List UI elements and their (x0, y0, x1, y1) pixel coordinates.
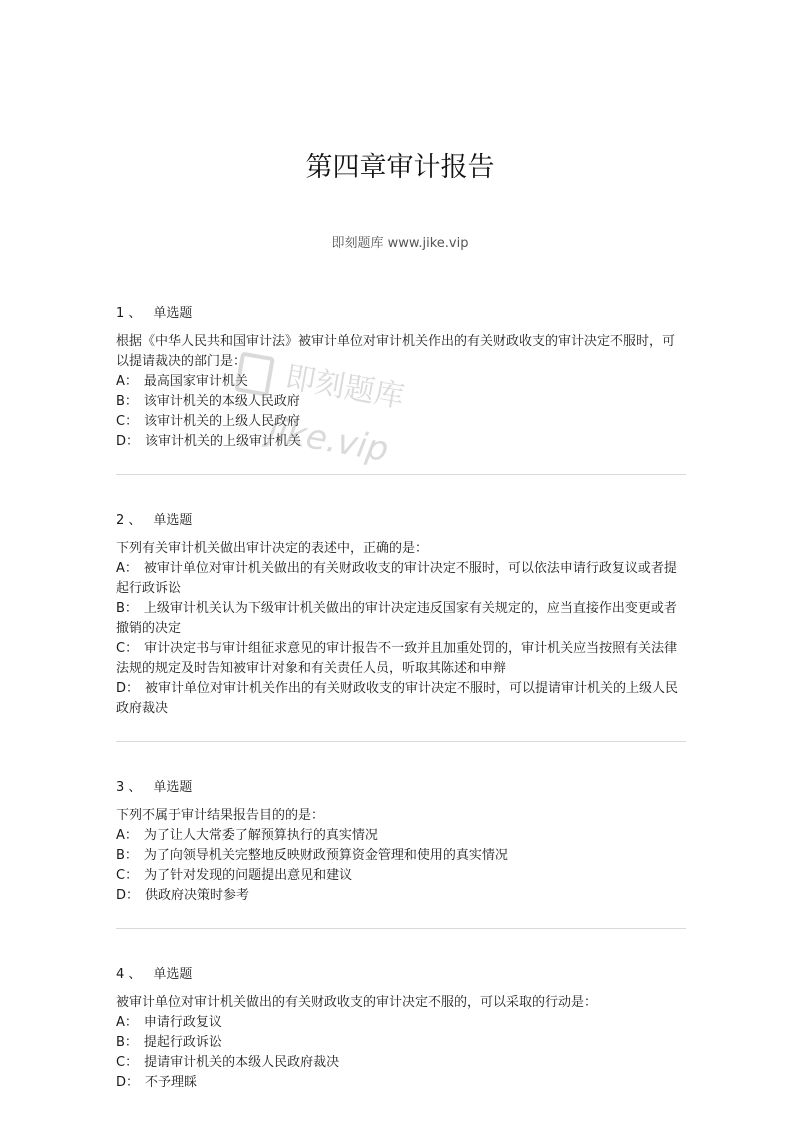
page-title: 第四章审计报告 (305, 152, 495, 183)
divider (116, 741, 686, 742)
question-stem: 下列不属于审计结果报告目的的是： (116, 808, 325, 823)
option-letter: B： (116, 848, 138, 863)
option-letter: A： (116, 828, 138, 843)
option-letter: B： (116, 1035, 138, 1050)
option-b[interactable] (116, 846, 686, 866)
option-letter: C： (116, 1055, 139, 1070)
option-letter: D： (116, 888, 140, 903)
option-text: 申请行政复议 (143, 1015, 222, 1030)
option-b[interactable] (116, 599, 686, 639)
option-letter: D： (116, 434, 140, 449)
question-4 (116, 965, 686, 1093)
question-1 (116, 304, 686, 452)
question-number: 3 、 (116, 780, 142, 795)
question-type: 单选题 (153, 780, 193, 795)
option-a[interactable] (116, 372, 686, 392)
option-d[interactable] (116, 432, 686, 452)
option-text: 为了让人大常委了解预算执行的真实情况 (143, 828, 378, 843)
question-type: 单选题 (153, 967, 193, 982)
watermark-brand: 即刻题库 (282, 359, 407, 416)
question-stem: 下列有关审计机关做出审计决定的表述中，正确的是： (116, 541, 429, 556)
option-d[interactable] (116, 886, 686, 906)
question-type: 单选题 (153, 306, 193, 321)
option-letter: B： (116, 601, 138, 616)
question-number: 1 、 (116, 306, 142, 321)
divider (116, 928, 686, 929)
option-d[interactable] (116, 679, 686, 719)
option-text: 提起行政诉讼 (143, 1035, 222, 1050)
question-header (116, 965, 686, 985)
option-a[interactable] (116, 1013, 686, 1033)
question-stem: 根据《中华人民共和国审计法》被审计单位对审计机关作出的有关财政收支的审计决定不服时，可以提请裁决的部门是： (116, 334, 676, 369)
option-letter: A： (116, 561, 138, 576)
option-a[interactable] (116, 559, 686, 599)
question-number: 2 、 (116, 513, 142, 528)
question-2 (116, 511, 686, 719)
option-text: 为了针对发现的问题提出意见和建议 (144, 868, 353, 883)
option-text: 该审计机关的上级审计机关 (145, 434, 302, 449)
option-a[interactable] (116, 826, 686, 846)
question-stem: 被审计单位对审计机关做出的有关财政收支的审计决定不服的，可以采取的行动是： (116, 995, 598, 1010)
question-header (116, 304, 686, 324)
question-number: 4 、 (116, 967, 142, 982)
option-c[interactable] (116, 412, 686, 432)
option-text: 该审计机关的上级人民政府 (144, 414, 301, 429)
option-letter: D： (116, 681, 140, 696)
option-letter: A： (116, 1015, 138, 1030)
option-text: 供政府决策时参考 (145, 888, 250, 903)
option-text: 被审计单位对审计机关作出的有关财政收支的审计决定不服时，可以提请审计机关的上级人民政府裁决 (116, 681, 679, 716)
page-subtitle: 即刻题库 www.jike.vip (331, 236, 469, 251)
watermark-domain: jike.vip (264, 409, 392, 471)
option-letter: C： (116, 868, 139, 883)
option-letter: A： (116, 374, 138, 389)
option-text: 被审计单位对审计机关做出的有关财政收支的审计决定不服时，可以依法申请行政复议或者提起行政诉讼 (116, 561, 677, 596)
option-c[interactable] (116, 639, 686, 679)
option-text: 该审计机关的本级人民政府 (143, 394, 300, 409)
option-letter: C： (116, 414, 139, 429)
question-3 (116, 778, 686, 906)
option-b[interactable] (116, 392, 686, 412)
question-list (116, 304, 686, 1093)
option-text: 上级审计机关认为下级审计机关做出的审计决定违反国家有关规定的，应当直接作出变更或者撤销的决定 (116, 601, 677, 636)
question-type: 单选题 (153, 513, 193, 528)
question-header (116, 778, 686, 798)
option-d[interactable] (116, 1073, 686, 1093)
option-b[interactable] (116, 1033, 686, 1053)
question-header (116, 511, 686, 531)
option-text: 审计决定书与审计组征求意见的审计报告不一致并且加重处罚的，审计机关应当按照有关法律法规的规定及时告知被审计对象和有关责任人员，听取其陈述和申辩 (116, 641, 678, 676)
option-text: 不予理睬 (145, 1075, 198, 1090)
option-c[interactable] (116, 866, 686, 886)
option-text: 提请审计机关的本级人民政府裁决 (144, 1055, 340, 1070)
option-text: 最高国家审计机关 (143, 374, 248, 389)
option-letter: D： (116, 1075, 140, 1090)
option-text: 为了向领导机关完整地反映财政预算资金管理和使用的真实情况 (143, 848, 508, 863)
option-letter: B： (116, 394, 138, 409)
option-c[interactable] (116, 1053, 686, 1073)
option-letter: C： (116, 641, 139, 656)
divider (116, 474, 686, 475)
